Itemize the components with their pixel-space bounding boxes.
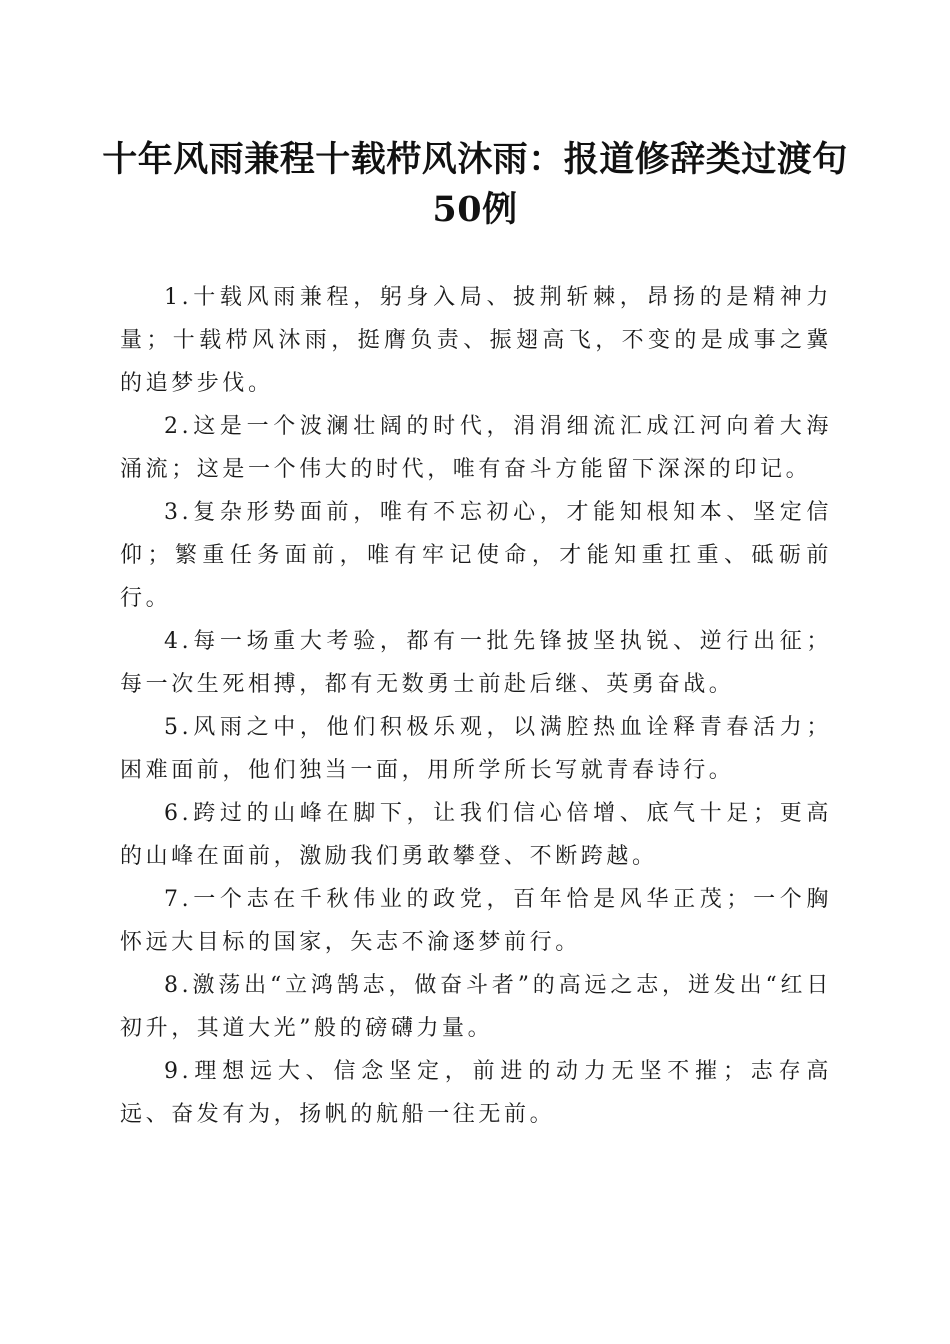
paragraph-4: 4.每一场重大考验，都有一批先锋披坚执锐、逆行出征；每一次生死相搏，都有无数勇士前赴后继、英勇奋战。	[120, 629, 832, 697]
paragraph-5: 5.风雨之中，他们积极乐观，以满腔热血诠释青春活力；困难面前，他们独当一面，用所学所长写就青春诗行。	[120, 715, 832, 783]
document-title: 十年风雨兼程十载栉风沐雨：报道修辞类过渡句50例	[102, 139, 848, 230]
paragraph-9: 9.理想远大、信念坚定，前进的动力无坚不摧；志存高远、奋发有为，扬帆的航船一往无前。	[120, 1059, 832, 1127]
paragraph-1: 1.十载风雨兼程，躬身入局、披荆斩棘，昂扬的是精神力量；十载栉风沐雨，挺膺负责、振翅高飞，不变的是成事之冀的追梦步伐。	[120, 285, 832, 396]
paragraph-7: 7.一个志在千秋伟业的政党，百年恰是风华正茂；一个胸怀远大目标的国家，矢志不渝逐梦前行。	[120, 887, 832, 955]
document-body	[120, 276, 832, 1136]
paragraph-6: 6.跨过的山峰在脚下，让我们信心倍增、底气十足；更高的山峰在面前，激励我们勇敢攀登、不断跨越。	[120, 801, 832, 869]
paragraph-2: 2.这是一个波澜壮阔的时代，涓涓细流汇成江河向着大海涌流；这是一个伟大的时代，唯有奋斗方能留下深深的印记。	[120, 414, 832, 482]
paragraph-8: 8.激荡出“立鸿鹄志，做奋斗者”的高远之志，迸发出“红日初升，其道大光”般的磅礴力量。	[120, 973, 832, 1041]
paragraph-3: 3.复杂形势面前，唯有不忘初心，才能知根知本、坚定信仰；繁重任务面前，唯有牢记使命，才能知重扛重、砥砺前行。	[120, 500, 832, 611]
